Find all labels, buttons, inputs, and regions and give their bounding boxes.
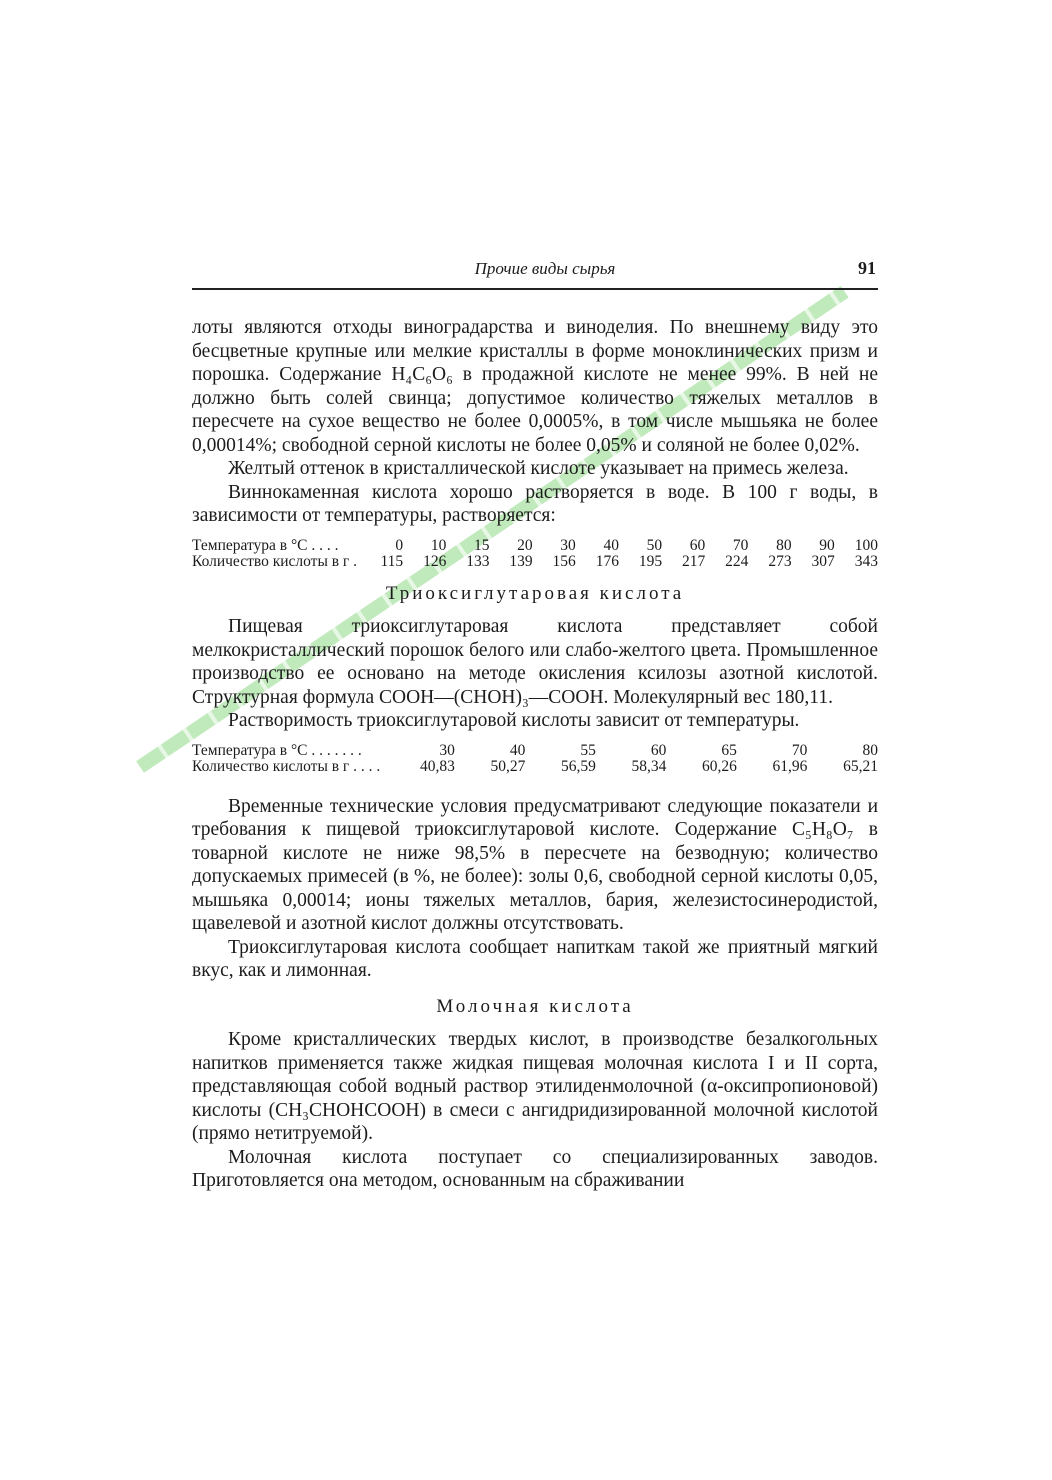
table-cell: 195 (638, 552, 663, 570)
table-cell: 80 (862, 741, 878, 759)
paragraph: Виннокаменная кислота хорошо растворяется в воде. В 100 г воды, в зависимости от температуры, растворяется: (192, 481, 878, 526)
paragraph: Триоксиглутаровая кислота сообщает напиткам такой же приятный мягкий вкус, как и лимонная. (192, 936, 878, 981)
table-cell: 0 (395, 536, 404, 554)
table-cell: 100 (854, 536, 878, 554)
table-cell: 56,59 (560, 757, 596, 775)
table-cell: 65,21 (843, 757, 878, 775)
paragraph: лоты являются отходы виноградарства и виноделия. По внешнему виду это бесцветные крупные или мелкие кристаллы в форме моноклинических призм и порошка. Содержание H₄C₆O₆ в продажной кислоте не менее 99%. В ней не должно быть солей свинца; допустимое количество тяжелых металлов в пересчете на сухое вещество не более 0,0005%, в том числе мышьяка не более 0,00014%; свободной серной кислоты не более 0,05% и соляной не более 0,02%. (192, 317, 878, 456)
table-cell: 60 (689, 536, 706, 554)
paragraph: Кроме кристаллических твердых кислот, в производстве безалкогольных напитков применяется также жидкая пищевая молочная кислота I и II сорта, представляющая собой водный раствор этилиденмолочной (α-оксипропионовой) кислоты (CH₃CHOHCOOH) в смеси с ангидридизированной молочной кислотой (прямо нетитруемой). (192, 1029, 878, 1144)
section-heading: Молочная кислота (436, 995, 634, 1017)
table-cell: 90 (819, 536, 835, 554)
paragraph: Растворимость триоксиглутаровой кислоты зависит от температуры. (228, 710, 800, 731)
table-row (192, 538, 878, 554)
table-cell: 55 (580, 741, 596, 759)
table-cell: 65 (721, 741, 737, 759)
row-label: Температура в °C . . . . . . . (192, 741, 362, 759)
tartaric-solubility-table (192, 538, 878, 570)
table-cell: 70 (732, 536, 749, 554)
table-cell: 20 (517, 536, 533, 554)
table-cell: 133 (466, 552, 490, 570)
table-cell: 30 (439, 741, 455, 759)
table-cell: 50,27 (490, 757, 526, 775)
table-cell: 40 (509, 741, 526, 759)
table-cell: 61,96 (772, 757, 808, 775)
table-cell: 139 (509, 552, 533, 570)
page-number: 91 (858, 258, 876, 278)
table-cell: 40 (603, 536, 619, 554)
table-cell: 126 (423, 552, 447, 570)
table-row (192, 743, 878, 759)
table-row (192, 759, 878, 775)
paragraph: Временные технические условия предусматривают следующие показатели и требования к пищевой триоксиглутаровой кислоте. Содержание C₅H₈O₇ в товарной кислоте не ниже 98,5% в пересчете на безводную; количество допускаемых примесей (в %, не более): золы 0,6, свободной серной кислоты 0,05, мышьяка 0,00014; ионы тяжелых металлов, бария, железистосинеродистой, щавелевой и азотной кислот должны отсутствовать. (192, 795, 878, 934)
row-label: Количество кислоты в г . (192, 552, 358, 570)
table-cell: 70 (791, 741, 808, 759)
table-cell: 30 (560, 536, 576, 554)
table-cell: 58,34 (631, 757, 667, 775)
section-heading: Триоксиглутаровая кислота (385, 582, 685, 604)
table-cell: 60 (650, 741, 667, 759)
table-cell: 60,26 (702, 757, 737, 775)
table-cell: 50 (646, 536, 663, 554)
running-title: Прочие виды сырья (474, 259, 616, 278)
table-cell: 273 (768, 552, 792, 570)
table-cell: 80 (776, 536, 792, 554)
page-body (192, 316, 878, 1193)
table-cell: 307 (811, 552, 835, 570)
table-cell: 176 (595, 552, 619, 570)
row-label: Количество кислоты в г . . . . (192, 757, 381, 775)
paragraph: Пищевая триоксиглутаровая кислота представляет собой мелкокристаллический порошок белого или слабо-желтого цвета. Промышленное производство ее основано на методе окисления ксилозы азотной кислотой. Структурная формула COOH—(CHOH)₃—COOH. Молекулярный вес 180,11. (192, 616, 878, 708)
paragraph: Желтый оттенок в кристаллической кислоте указывает на примесь железа. (228, 458, 849, 479)
table-cell: 15 (473, 536, 490, 554)
table-cell: 10 (430, 536, 447, 554)
trioxyglutaric-solubility-table (192, 743, 878, 775)
table-cell: 40,83 (419, 757, 455, 775)
table-cell: 217 (682, 552, 706, 570)
table-cell: 156 (552, 552, 576, 570)
book-page (192, 258, 878, 1193)
table-cell: 343 (854, 552, 878, 570)
paragraph: Молочная кислота поступает со специализированных заводов. Приготовляется она методом, основанным на сбраживании (192, 1146, 878, 1191)
table-cell: 224 (725, 552, 749, 570)
table-row (192, 554, 878, 570)
running-header (192, 258, 878, 290)
table-cell: 115 (380, 552, 404, 570)
row-label: Температура в °C . . . . (192, 536, 339, 554)
